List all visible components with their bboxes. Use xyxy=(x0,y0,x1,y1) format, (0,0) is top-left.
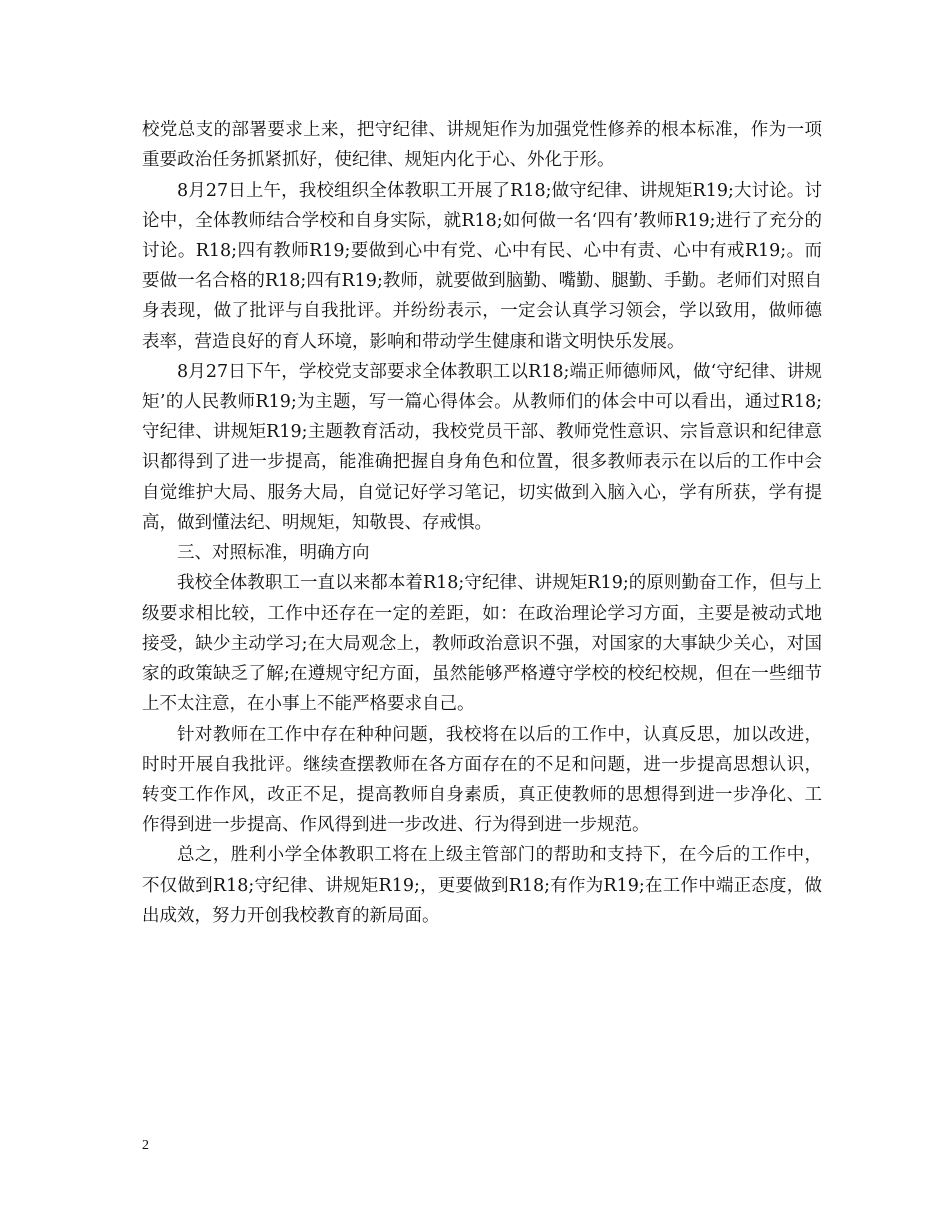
section-heading: 三、对照标准，明确方向 xyxy=(177,543,370,564)
document-body xyxy=(142,115,822,931)
paragraph-1: 校党总支的部署要求上来，把守纪律、讲规矩作为加强党性修养的根本标准，作为一项重要政治任务抓紧抓好，使纪律、规矩内化于心、外化于形。 xyxy=(142,120,822,171)
paragraph-6: 总之，胜利小学全体教职工将在上级主管部门的帮助和支持下，在今后的工作中，不仅做到R18;守纪律、讲规矩R19;，更要做到R18;有作为R19;在工作中端正态度，做出成效，努力开创我校教育的新局面。 xyxy=(142,845,822,926)
page-number: 2 xyxy=(142,1138,149,1153)
paragraph-4: 我校全体教职工一直以来都本着R18;守纪律、讲规矩R19;的原则勤奋工作，但与上级要求相比较，工作中还存在一定的差距，如：在政治理论学习方面，主要是被动式地接受，缺少主动学习;在大局观念上，教师政治意识不强，对国家的大事缺少关心，对国家的政策缺乏了解;在遵规守纪方面，虽然能够严格遵守学校的校纪校规，但在一些细节上不太注意，在小事上不能严格要求自己。 xyxy=(142,573,822,715)
paragraph-3: 8月27日下午，学校党支部要求全体教职工以R18;端正师德师风，做‘守纪律、讲规矩’的人民教师R19;为主题，写一篇心得体会。从教师们的体会中可以看出，通过R18;守纪律、讲规矩R19;主题教育活动，我校党员干部、教师党性意识、宗旨意识和纪律意识都得到了进一步提高，能准确把握自身角色和位置，很多教师表示在以后的工作中会自觉维护大局、服务大局，自觉记好学习笔记，切实做到入脑入心，学有所获，学有提高，做到懂法纪、明规矩，知敬畏、存戒惧。 xyxy=(142,361,822,533)
paragraph-2: 8月27日上午，我校组织全体教职工开展了R18;做守纪律、讲规矩R19;大讨论。讨论中，全体教师结合学校和自身实际，就R18;如何做一名‘四有’教师R19;进行了充分的讨论。R18;四有教师R19;要做到心中有党、心中有民、心中有责、心中有戒R19;。而要做一名合格的R18;四有R19;教师，就要做到脑勤、嘴勤、腿勤、手勤。老师们对照自身表现，做了批评与自我批评。并纷纷表示，一定会认真学习领会，学以致用，做师德表率，营造良好的育人环境，影响和带动学生健康和谐文明快乐发展。 xyxy=(142,180,822,352)
paragraph-5: 针对教师在工作中存在种种问题，我校将在以后的工作中，认真反思，加以改进，时时开展自我批评。继续查摆教师在各方面存在的不足和问题，进一步提高思想认识，转变工作作风，改正不足，提高教师自身素质，真正使教师的思想得到进一步净化、工作得到进一步提高、作风得到进一步改进、行为得到进一步规范。 xyxy=(142,724,822,836)
